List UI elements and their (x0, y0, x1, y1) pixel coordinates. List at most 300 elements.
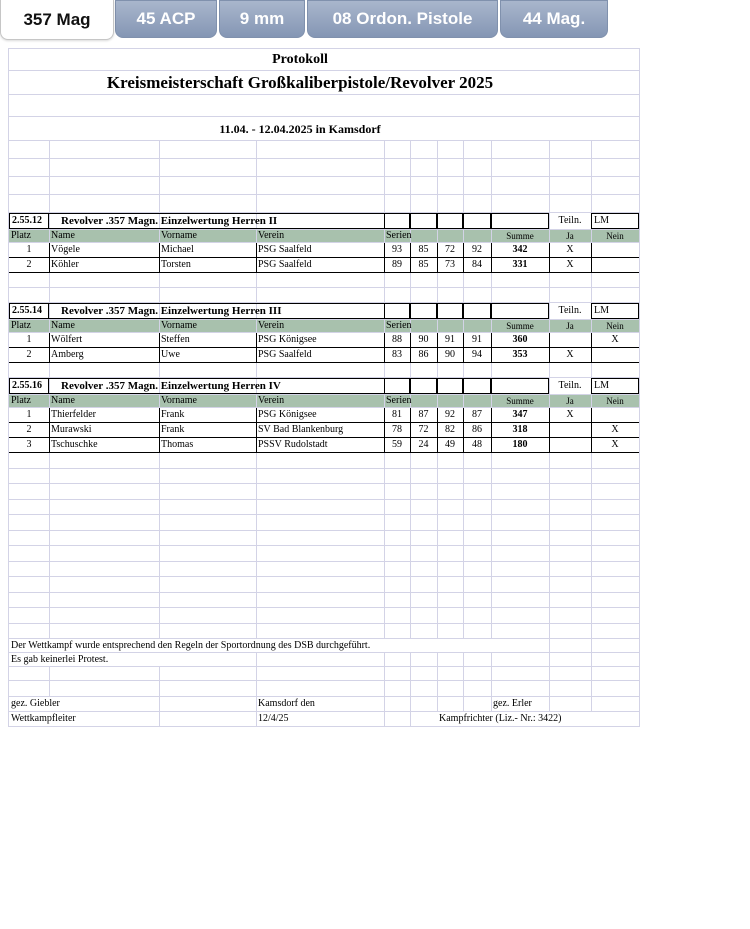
grid-line (463, 546, 464, 561)
col-ja[interactable]: Ja (566, 395, 574, 406)
grid-line (549, 453, 550, 468)
grid-line (463, 395, 464, 407)
grid-line (384, 273, 385, 287)
teiln-label[interactable]: Teiln. (558, 215, 582, 226)
grid-line (491, 577, 492, 592)
grid-line (159, 469, 160, 484)
col-nein[interactable]: Nein (606, 230, 624, 241)
grid-line (437, 515, 438, 530)
serie-cell[interactable]: 82 (445, 424, 455, 435)
nein-cell[interactable] (591, 258, 639, 272)
date-text: 12/4/25 (258, 713, 289, 724)
grid-line (463, 500, 464, 515)
section-code[interactable]: 2.55.14 (9, 303, 49, 319)
grid-line (549, 667, 550, 680)
empty-cell[interactable] (437, 303, 463, 319)
serie-cell[interactable]: 81 (392, 409, 402, 420)
grid-line (256, 500, 257, 515)
role-1: Wettkampfleiter (9, 712, 159, 726)
empty-row (9, 681, 639, 697)
col-ja[interactable]: Ja (566, 320, 574, 331)
grid-line (410, 453, 411, 468)
summe-cell[interactable]: 180 (512, 439, 528, 450)
empty-cell[interactable] (410, 378, 437, 394)
verein-cell[interactable]: PSG Saalfeld (258, 349, 312, 360)
summe-cell[interactable]: 331 (512, 259, 528, 270)
grid-line (437, 500, 438, 515)
tab-08-ordon-pistole[interactable] (307, 0, 498, 38)
serie-cell[interactable]: 48 (472, 439, 482, 450)
lm-label[interactable]: LM (591, 378, 639, 394)
grid-line (591, 141, 592, 158)
empty-cell[interactable] (384, 378, 410, 394)
section-code[interactable]: 2.55.16 (9, 378, 49, 394)
grid-line (437, 159, 438, 176)
tab-label: 44 Mag. (522, 9, 586, 28)
grid-line (491, 195, 492, 212)
title-row (9, 49, 639, 71)
grid-line (437, 177, 438, 194)
grid-line (384, 469, 385, 484)
tab-label: 08 Ordon. Pistole (332, 9, 473, 28)
col-verein[interactable]: Verein (258, 320, 285, 331)
empty-row (9, 667, 639, 681)
grid-line (591, 639, 592, 652)
grid-line (49, 288, 50, 302)
nein-cell[interactable]: X (611, 439, 619, 450)
grid-line (591, 500, 592, 515)
grid-line (410, 653, 411, 666)
grid-line (159, 593, 160, 608)
grid-line (437, 395, 438, 407)
platz-cell[interactable]: 2 (26, 259, 32, 270)
grid-line (591, 697, 592, 711)
role-row (9, 712, 639, 727)
vorname-cell[interactable]: Michael (161, 244, 194, 255)
tab-357-mag[interactable] (0, 0, 114, 40)
serie-cell[interactable]: 94 (472, 349, 482, 360)
grid-line (591, 546, 592, 561)
col-vorname[interactable]: Vorname (161, 395, 197, 406)
grid-line (437, 469, 438, 484)
grid-line (491, 469, 492, 484)
column-header-row (9, 230, 639, 243)
grid-line (463, 195, 464, 212)
grid-line (549, 273, 550, 287)
tab-44-mag[interactable] (500, 0, 608, 38)
grid-line (256, 681, 257, 696)
grid-line (410, 195, 411, 212)
col-serien[interactable]: Serien (386, 230, 412, 241)
col-serien[interactable]: Serien (386, 320, 412, 331)
grid-line (591, 363, 592, 377)
summe-cell[interactable]: 360 (512, 334, 528, 345)
serie-cell[interactable]: 91 (472, 334, 482, 345)
grid-line (159, 363, 160, 377)
col-ja[interactable]: Ja (566, 230, 574, 241)
signature-1: gez. Giebler (9, 697, 159, 711)
col-verein[interactable]: Verein (258, 230, 285, 241)
teiln-label[interactable]: Teiln. (558, 380, 582, 391)
serie-cell[interactable]: 72 (418, 424, 429, 435)
tab-9-mm[interactable] (219, 0, 305, 38)
grid-line (256, 515, 257, 530)
result-row (9, 243, 639, 258)
grid-line (463, 484, 464, 499)
nein-cell[interactable]: X (611, 424, 619, 435)
empty-row (9, 562, 639, 578)
grid-line (549, 639, 550, 652)
grid-line (591, 484, 592, 499)
platz-cell[interactable]: 1 (26, 244, 32, 255)
ja-cell[interactable] (549, 333, 591, 347)
vorname-cell[interactable]: Uwe (161, 349, 180, 360)
grid-line (256, 608, 257, 623)
verein-cell[interactable]: PSG Saalfeld (258, 259, 312, 270)
lm-label[interactable]: LM (591, 303, 639, 319)
ja-cell[interactable] (549, 423, 591, 437)
grid-line (384, 712, 385, 726)
empty-row (9, 95, 639, 117)
grid-line (49, 681, 50, 696)
ja-cell[interactable]: X (566, 259, 574, 270)
grid-line (491, 531, 492, 546)
serie-cell[interactable]: 73 (445, 259, 455, 270)
platz-cell[interactable]: 1 (26, 409, 32, 420)
grid-line (49, 177, 50, 194)
grid-line (256, 288, 257, 302)
grid-line (49, 469, 50, 484)
grid-line (549, 484, 550, 499)
grid-line (49, 273, 50, 287)
grid-line (591, 653, 592, 666)
empty-cell[interactable] (463, 378, 491, 394)
result-row (9, 258, 639, 273)
grid-line (384, 667, 385, 680)
empty-cell[interactable] (384, 303, 410, 319)
grid-line (491, 500, 492, 515)
grid-line (384, 453, 385, 468)
grid-line (549, 562, 550, 577)
grid-line (256, 546, 257, 561)
name-cell[interactable]: Thierfelder (51, 409, 96, 420)
col-nein[interactable]: Nein (606, 395, 624, 406)
empty-row (9, 141, 639, 159)
empty-cell[interactable] (491, 213, 549, 229)
serie-cell[interactable]: 78 (392, 424, 402, 435)
col-serien[interactable]: Serien (386, 395, 412, 406)
grid-line (256, 469, 257, 484)
footer-note-2: Es gab keinerlei Protest. (9, 653, 209, 666)
section-code[interactable]: 2.55.12 (9, 213, 49, 229)
grid-line (384, 608, 385, 623)
serie-cell[interactable]: 85 (418, 259, 429, 270)
grid-line (384, 593, 385, 608)
verein-cell[interactable]: PSG Saalfeld (258, 244, 312, 255)
vorname-cell[interactable]: Steffen (161, 334, 190, 345)
empty-cell[interactable] (437, 378, 463, 394)
grid-line (491, 159, 492, 176)
grid-line (49, 363, 50, 377)
lm-label[interactable]: LM (591, 213, 639, 229)
vorname-cell[interactable]: Thomas (161, 439, 194, 450)
signature-2: gez. Erler (493, 698, 532, 709)
platz-cell[interactable]: 2 (26, 424, 32, 435)
serie-cell[interactable]: 85 (418, 244, 429, 255)
grid-line (410, 141, 411, 158)
grid-line (437, 681, 438, 696)
grid-line (591, 624, 592, 639)
name-cell[interactable]: Tschuschke (51, 439, 98, 450)
summe-cell[interactable]: 353 (512, 349, 528, 360)
grid-line (384, 531, 385, 546)
grid-line (159, 177, 160, 194)
result-row (9, 423, 639, 438)
platz-cell[interactable]: 3 (26, 439, 32, 450)
grid-line (491, 288, 492, 302)
verein-cell[interactable]: SV Bad Blankenburg (258, 424, 344, 435)
section-title: Revolver .357 Magn. Einzelwertung Herren II (49, 213, 384, 229)
grid-line (591, 608, 592, 623)
grid-line (491, 546, 492, 561)
col-name[interactable]: Name (51, 230, 75, 241)
grid-line (159, 681, 160, 696)
grid-line (549, 577, 550, 592)
grid-line (410, 562, 411, 577)
grid-line (549, 177, 550, 194)
grid-line (159, 577, 160, 592)
serie-cell[interactable]: 87 (472, 409, 482, 420)
grid-line (549, 159, 550, 176)
grid-line (384, 681, 385, 696)
serie-cell[interactable]: 86 (472, 424, 482, 435)
empty-row (9, 546, 639, 562)
serie-cell[interactable]: 83 (392, 349, 402, 360)
tab-label: 9 mm (239, 9, 285, 28)
grid-line (463, 453, 464, 468)
serie-cell[interactable]: 88 (392, 334, 402, 345)
note-row (9, 653, 639, 667)
nein-cell[interactable]: X (611, 334, 619, 345)
grid-line (384, 546, 385, 561)
grid-line (549, 593, 550, 608)
grid-line (49, 484, 50, 499)
col-platz[interactable]: Platz (11, 395, 31, 406)
name-cell[interactable]: Murawski (51, 424, 92, 435)
grid-line (437, 667, 438, 680)
serie-cell[interactable]: 87 (418, 409, 429, 420)
grid-line (410, 712, 411, 726)
grid-line (491, 453, 492, 468)
serie-cell[interactable]: 24 (418, 439, 429, 450)
grid-line (591, 667, 592, 680)
grid-line (410, 177, 411, 194)
grid-line (463, 697, 464, 711)
grid-line (410, 681, 411, 696)
grid-line (384, 577, 385, 592)
serie-cell[interactable]: 92 (472, 244, 482, 255)
empty-row (9, 453, 639, 469)
grid-line (463, 531, 464, 546)
serie-cell[interactable]: 89 (392, 259, 402, 270)
grid-line (410, 697, 411, 711)
competition-title: Kreismeisterschaft Großkaliberpistole/Revolver 2025 (106, 73, 494, 92)
protocol-title: Protokoll (272, 51, 328, 67)
date-place: 11.04. - 12.04.2025 in Kamsdorf (219, 121, 381, 136)
date-row (9, 117, 639, 141)
grid-line (437, 363, 438, 377)
empty-cell[interactable] (410, 303, 437, 319)
grid-line (549, 195, 550, 212)
col-summe[interactable]: Summe (506, 230, 534, 241)
serie-cell[interactable]: 86 (418, 349, 429, 360)
empty-cell[interactable] (437, 213, 463, 229)
teiln-label[interactable]: Teiln. (558, 305, 582, 316)
name-cell[interactable]: Vögele (51, 244, 80, 255)
empty-row (9, 593, 639, 609)
grid-line (491, 141, 492, 158)
grid-line (591, 453, 592, 468)
grid-line (491, 484, 492, 499)
col-summe[interactable]: Summe (506, 320, 534, 331)
empty-cell[interactable] (410, 213, 437, 229)
vorname-cell[interactable]: Frank (161, 409, 185, 420)
grid-line (437, 624, 438, 639)
grid-line (410, 593, 411, 608)
grid-line (384, 288, 385, 302)
grid-line (549, 288, 550, 302)
grid-line (256, 177, 257, 194)
grid-line (549, 515, 550, 530)
grid-line (159, 515, 160, 530)
section-title: Revolver .357 Magn. Einzelwertung Herren III (49, 303, 384, 319)
serie-cell[interactable]: 92 (445, 409, 455, 420)
grid-line (591, 531, 592, 546)
verein-cell[interactable]: PSG Königsee (258, 334, 317, 345)
grid-line (549, 624, 550, 639)
platz-cell[interactable]: 1 (26, 334, 32, 345)
grid-line (463, 363, 464, 377)
grid-line (491, 608, 492, 623)
summe-cell[interactable]: 347 (512, 409, 528, 420)
col-verein[interactable]: Verein (258, 395, 285, 406)
grid-line (410, 531, 411, 546)
grid-line (491, 273, 492, 287)
grid-line (549, 500, 550, 515)
col-platz[interactable]: Platz (11, 320, 31, 331)
serie-cell[interactable]: 72 (445, 244, 455, 255)
ja-cell[interactable]: X (566, 409, 574, 420)
empty-cell[interactable] (463, 213, 491, 229)
grid-line (410, 484, 411, 499)
grid-line (410, 608, 411, 623)
grid-line (384, 562, 385, 577)
role-2: Kampfrichter (Liz.- Nr.: 3422) (437, 712, 637, 726)
grid-line (591, 159, 592, 176)
platz-cell[interactable]: 2 (26, 349, 32, 360)
serie-cell[interactable]: 93 (392, 244, 402, 255)
grid-line (159, 273, 160, 287)
serie-cell[interactable]: 49 (445, 439, 455, 450)
grid-line (591, 273, 592, 287)
grid-line (159, 531, 160, 546)
verein-cell[interactable]: PSSV Rudolstadt (258, 439, 328, 450)
grid-line (549, 141, 550, 158)
nein-cell[interactable] (591, 348, 639, 362)
ja-cell[interactable] (549, 438, 591, 452)
empty-row (9, 500, 639, 516)
empty-row (9, 288, 639, 303)
col-summe[interactable]: Summe (506, 395, 534, 406)
vorname-cell[interactable]: Torsten (161, 259, 191, 270)
empty-cell[interactable] (491, 303, 549, 319)
empty-cell[interactable] (463, 303, 491, 319)
serie-cell[interactable]: 84 (472, 259, 482, 270)
name-cell[interactable]: Wölfert (51, 334, 83, 345)
empty-row (9, 577, 639, 593)
serie-cell[interactable]: 90 (445, 349, 455, 360)
col-vorname[interactable]: Vorname (161, 230, 197, 241)
grid-line (437, 453, 438, 468)
empty-row (9, 159, 639, 177)
section-header-row (9, 303, 639, 320)
grid-line (159, 484, 160, 499)
result-row (9, 408, 639, 423)
grid-line (491, 177, 492, 194)
ja-cell[interactable]: X (566, 244, 574, 255)
grid-line (437, 195, 438, 212)
col-nein[interactable]: Nein (606, 320, 624, 331)
nein-cell[interactable] (591, 243, 639, 257)
grid-line (463, 577, 464, 592)
grid-line (49, 546, 50, 561)
nein-cell[interactable] (591, 408, 639, 422)
summe-cell[interactable]: 342 (512, 244, 528, 255)
sheet-tab-bar (0, 0, 750, 40)
serie-cell[interactable]: 59 (392, 439, 402, 450)
name-cell[interactable]: Köhler (51, 259, 79, 270)
grid-line (159, 500, 160, 515)
col-vorname[interactable]: Vorname (161, 320, 197, 331)
grid-line (256, 593, 257, 608)
serie-cell[interactable]: 90 (418, 334, 429, 345)
col-name[interactable]: Name (51, 320, 75, 331)
serie-cell[interactable]: 91 (445, 334, 455, 345)
col-name[interactable]: Name (51, 395, 75, 406)
grid-line (410, 500, 411, 515)
grid-line (410, 546, 411, 561)
empty-cell[interactable] (384, 213, 410, 229)
grid-line (256, 653, 257, 666)
grid-line (463, 141, 464, 158)
grid-line (410, 273, 411, 287)
grid-line (591, 469, 592, 484)
grid-line (491, 681, 492, 696)
grid-line (491, 363, 492, 377)
grid-line (463, 230, 464, 242)
vorname-cell[interactable]: Frank (161, 424, 185, 435)
grid-line (437, 273, 438, 287)
name-cell[interactable]: Amberg (51, 349, 84, 360)
summe-cell[interactable]: 318 (512, 424, 528, 435)
subtitle-row (9, 71, 639, 95)
col-platz[interactable]: Platz (11, 230, 31, 241)
empty-cell[interactable] (491, 378, 549, 394)
tab-45-acp[interactable] (115, 0, 217, 38)
grid-line (256, 577, 257, 592)
verein-cell[interactable]: PSG Königsee (258, 409, 317, 420)
ja-cell[interactable]: X (566, 349, 574, 360)
